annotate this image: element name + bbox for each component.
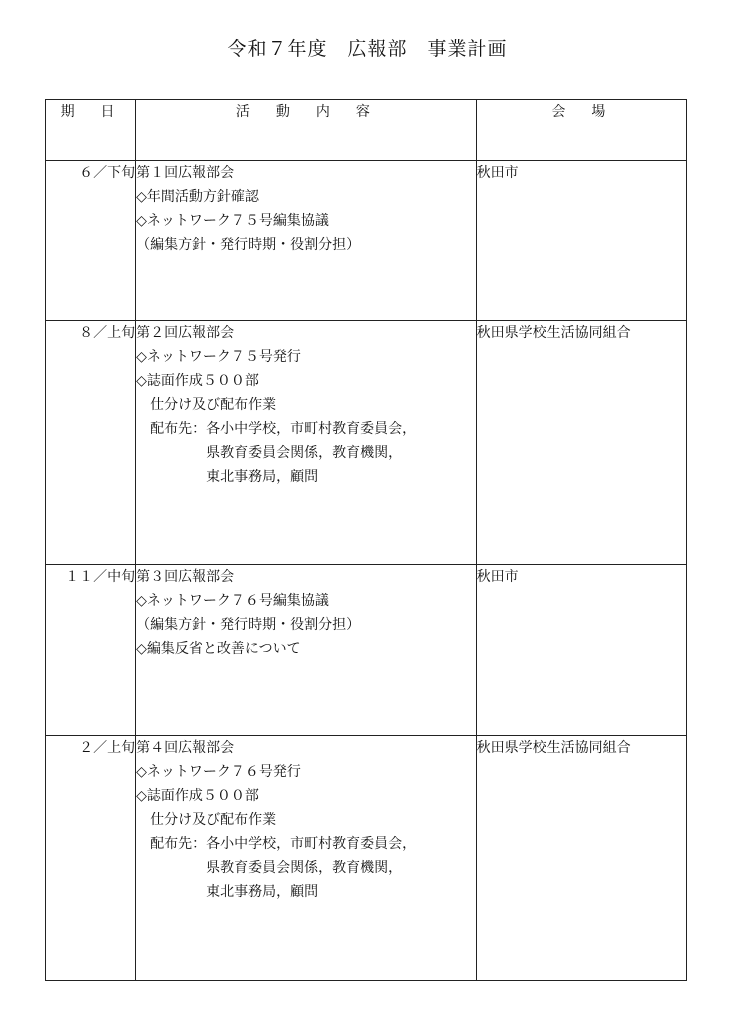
content-line: 配布先：各小中学校，市町村教育委員会，	[136, 421, 417, 437]
header-row	[46, 100, 687, 161]
content-line: 第４回広報部会	[136, 740, 235, 756]
row-content	[136, 161, 477, 321]
content-line: ◇誌面作成５００部	[136, 373, 259, 389]
table-row	[46, 565, 687, 736]
table-row	[46, 161, 687, 321]
content-line: ◇ネットワーク７５号発行	[136, 349, 301, 365]
content-line: 仕分け及び配布作業	[136, 397, 277, 413]
content-line: ◇年間活動方針確認	[136, 189, 259, 205]
row-content	[136, 565, 477, 736]
row-venue: 秋田市	[476, 161, 686, 321]
content-line: 県教育委員会関係，教育機関，	[136, 445, 403, 461]
row-content	[136, 321, 477, 565]
content-line: ◇ネットワーク７５号編集協議	[136, 213, 329, 229]
content-line: ◇誌面作成５００部	[136, 788, 259, 804]
content-line: （編集方針・発行時期・役割分担）	[136, 617, 361, 633]
row-date: ２／上旬	[46, 736, 136, 981]
plan-table	[45, 99, 687, 981]
content-line: 県教育委員会関係，教育機関，	[136, 860, 403, 876]
content-line: ◇編集反省と改善について	[136, 641, 301, 657]
row-venue: 秋田県学校生活協同組合	[476, 321, 686, 565]
table-row	[46, 736, 687, 981]
content-line: ◇ネットワーク７６号編集協議	[136, 593, 329, 609]
header-venue: 会 場	[476, 100, 686, 161]
content-line: 配布先：各小中学校，市町村教育委員会，	[136, 836, 417, 852]
row-venue: 秋田県学校生活協同組合	[476, 736, 686, 981]
content-line: （編集方針・発行時期・役割分担）	[136, 237, 361, 253]
row-date: １１／中旬	[46, 565, 136, 736]
content-line: 仕分け及び配布作業	[136, 812, 277, 828]
content-line: 東北事務局，顧問	[136, 469, 319, 485]
content-line: 第２回広報部会	[136, 325, 235, 341]
content-line: 第１回広報部会	[136, 165, 235, 181]
row-date: ８／上旬	[46, 321, 136, 565]
page-title: 令和７年度 広報部 事業計画	[227, 38, 508, 60]
content-line: 第３回広報部会	[136, 569, 235, 585]
header-content: 活 動 内 容	[136, 100, 477, 161]
row-venue: 秋田市	[476, 565, 686, 736]
content-line: ◇ネットワーク７６号発行	[136, 764, 301, 780]
table-row	[46, 321, 687, 565]
header-date: 期 日	[46, 100, 136, 161]
row-content	[136, 736, 477, 981]
row-date: ６／下旬	[46, 161, 136, 321]
content-line: 東北事務局，顧問	[136, 884, 319, 900]
